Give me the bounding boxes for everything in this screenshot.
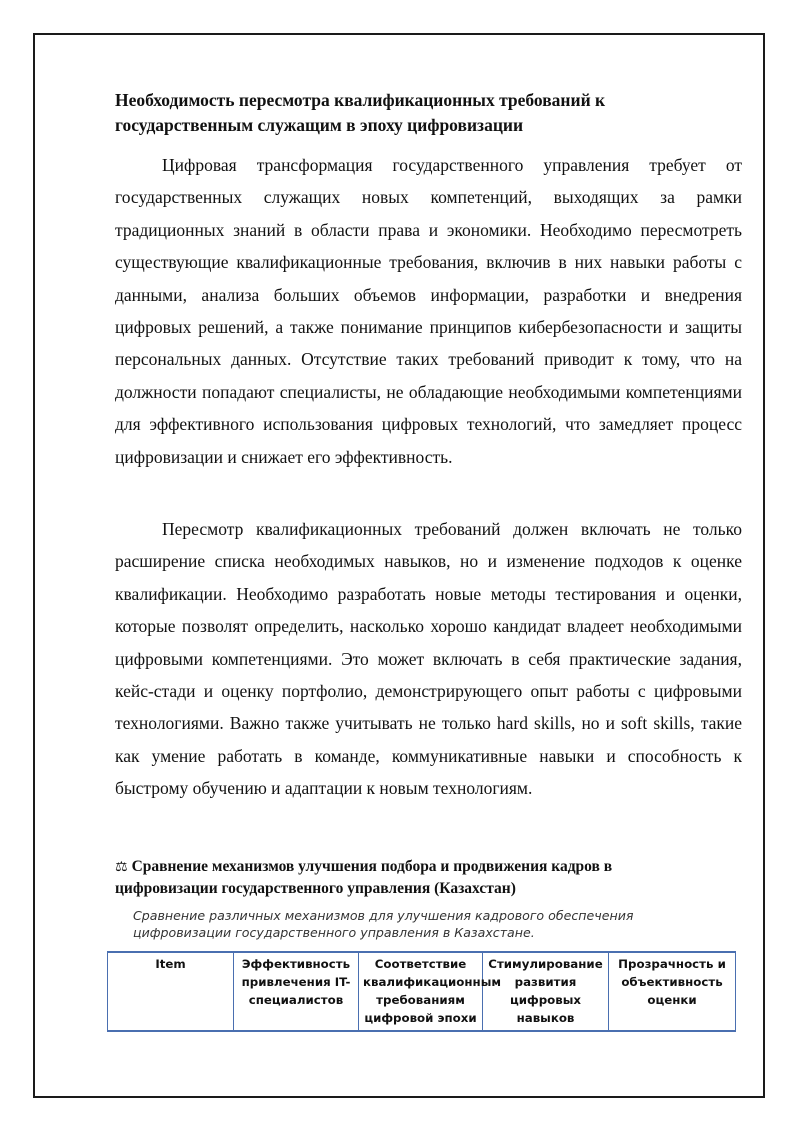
section-heading: Необходимость пересмотра квалификационных требований к государственным служащим в эпоху цифровизации xyxy=(115,90,606,135)
table-title-text: Сравнение механизмов улучшения подбора и продвижения кадров в цифровизации государственного управления (Казахстан) xyxy=(115,858,613,897)
column-header-transparency: Прозрачность и объективность оценки xyxy=(609,952,736,1031)
table-title xyxy=(115,856,715,900)
body-paragraph: Цифровая трансформация государственного управления требует от государственных служащих новых компетенций, выходящих за рамки традиционных знаний в области права и экономики. Необходимо пересмотреть существующие квалификационные требования, включив в них навыки работы с данными, анализа больших объемов информации, разработки и внедрения цифровых решений, а также понимание принципов кибербезопасности и защиты персональных данных. Отсутствие таких требований приводит к тому, что на должности попадают специалисты, не обладающие необходимыми компетенциями для эффективного использования цифровых технологий, что замедляет процесс цифровизации и снижает его эффективность. xyxy=(115,155,742,467)
table-header-row xyxy=(108,952,736,1031)
column-header-qualification-compliance: Соответствие квалификационным требованиям цифровой эпохи xyxy=(359,952,483,1031)
column-header-digital-skills: Стимулирование развития цифровых навыков xyxy=(483,952,609,1031)
comparison-table xyxy=(107,951,736,1032)
table-description: Сравнение различных механизмов для улучшения кадрового обеспечения цифровизации государственного управления в Казахстане. xyxy=(133,908,634,940)
column-header-item: Item xyxy=(108,952,234,1031)
body-paragraph: Пересмотр квалификационных требований должен включать не только расширение списка необходимых навыков, но и изменение подходов к оценке квалификации. Необходимо разработать новые методы тестирования и оценки, которые позволят определить, насколько хорошо кандидат владеет необходимыми цифровыми компетенциями. Это может включать в себя практические задания, кейс-стади и оценку портфолио, демонстрирующего опыт работы с цифровыми технологиями. Важно также учитывать не только hard skills, но и soft skills, такие как умение работать в команде, коммуникативные навыки и способность к быстрому обучению и адаптации к новым технологиям. xyxy=(115,519,742,799)
balance-scale-icon: ⚖ xyxy=(115,859,128,875)
column-header-it-attraction: Эффективность привлечения IT-специалистов xyxy=(234,952,359,1031)
